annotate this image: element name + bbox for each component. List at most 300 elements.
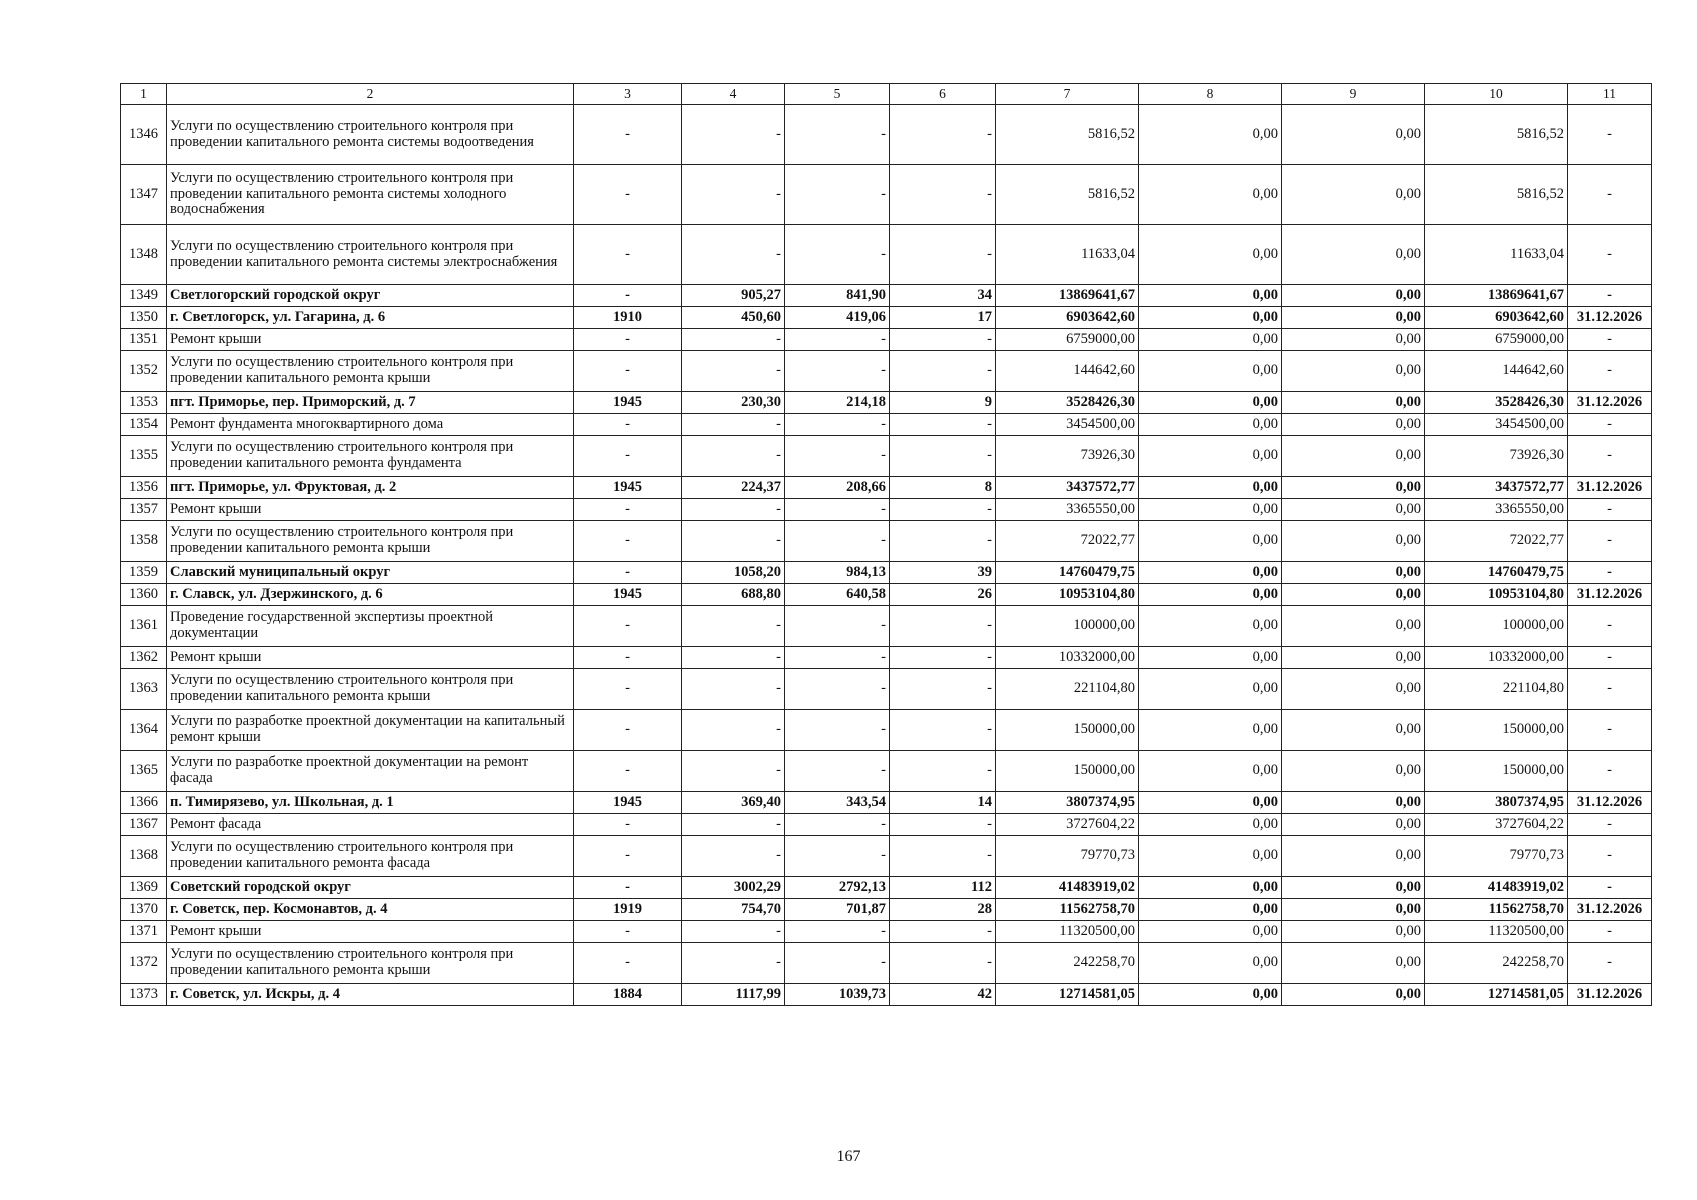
total-cost-cell: 13869641,67 <box>996 285 1139 307</box>
budget-amount-cell: 0,00 <box>1282 814 1425 836</box>
item-name-cell: Ремонт фундамента многоквартирного дома <box>167 414 574 436</box>
residents-count-cell: 26 <box>890 584 996 606</box>
fund-amount-cell: 0,00 <box>1139 562 1282 584</box>
row-number-cell: 1360 <box>121 584 167 606</box>
fund-amount-cell: 0,00 <box>1139 392 1282 414</box>
residents-count-cell: - <box>890 836 996 877</box>
fund-amount-cell: 0,00 <box>1139 105 1282 165</box>
fund-amount-cell: 0,00 <box>1139 710 1282 751</box>
build-year-cell: - <box>574 836 682 877</box>
total-cost-cell: 72022,77 <box>996 521 1139 562</box>
owners-amount-cell: 3437572,77 <box>1425 477 1568 499</box>
budget-amount-cell: 0,00 <box>1282 710 1425 751</box>
total-cost-cell: 5816,52 <box>996 165 1139 225</box>
budget-amount-cell: 0,00 <box>1282 499 1425 521</box>
row-number-cell: 1362 <box>121 647 167 669</box>
item-name-cell: Услуги по осуществлению строительного контроля при проведении капитального ремонта системы водоотведения <box>167 105 574 165</box>
item-name-cell: Услуги по осуществлению строительного контроля при проведении капитального ремонта крыши <box>167 521 574 562</box>
item-name-cell: г. Советск, ул. Искры, д. 4 <box>167 984 574 1006</box>
item-name-cell: Услуги по осуществлению строительного контроля при проведении капитального ремонта крыши <box>167 669 574 710</box>
fund-amount-cell: 0,00 <box>1139 647 1282 669</box>
residents-count-cell: - <box>890 225 996 285</box>
row-number-cell: 1373 <box>121 984 167 1006</box>
fund-amount-cell: 0,00 <box>1139 165 1282 225</box>
budget-amount-cell: 0,00 <box>1282 392 1425 414</box>
budget-amount-cell: 0,00 <box>1282 921 1425 943</box>
build-year-cell: - <box>574 329 682 351</box>
living-area-cell: - <box>785 351 890 392</box>
completion-date-cell: - <box>1568 285 1652 307</box>
row-number-cell: 1372 <box>121 943 167 984</box>
owners-amount-cell: 144642,60 <box>1425 351 1568 392</box>
table-row <box>121 710 1652 751</box>
row-number-cell: 1348 <box>121 225 167 285</box>
fund-amount-cell: 0,00 <box>1139 814 1282 836</box>
owners-amount-cell: 100000,00 <box>1425 606 1568 647</box>
item-name-cell: Ремонт крыши <box>167 329 574 351</box>
build-year-cell: - <box>574 921 682 943</box>
completion-date-cell: 31.12.2026 <box>1568 584 1652 606</box>
residents-count-cell: 14 <box>890 792 996 814</box>
living-area-cell: 2792,13 <box>785 877 890 899</box>
row-number-cell: 1347 <box>121 165 167 225</box>
total-area-cell: 230,30 <box>682 392 785 414</box>
column-number-5: 5 <box>785 84 890 105</box>
total-area-cell: - <box>682 436 785 477</box>
owners-amount-cell: 5816,52 <box>1425 165 1568 225</box>
fund-amount-cell: 0,00 <box>1139 521 1282 562</box>
row-number-cell: 1356 <box>121 477 167 499</box>
row-number-cell: 1358 <box>121 521 167 562</box>
fund-amount-cell: 0,00 <box>1139 877 1282 899</box>
owners-amount-cell: 11562758,70 <box>1425 899 1568 921</box>
fund-amount-cell: 0,00 <box>1139 329 1282 351</box>
residents-count-cell: - <box>890 414 996 436</box>
table-row <box>121 165 1652 225</box>
living-area-cell: - <box>785 751 890 792</box>
total-area-cell: 754,70 <box>682 899 785 921</box>
total-area-cell: - <box>682 921 785 943</box>
table-row <box>121 351 1652 392</box>
completion-date-cell: - <box>1568 877 1652 899</box>
owners-amount-cell: 12714581,05 <box>1425 984 1568 1006</box>
total-cost-cell: 79770,73 <box>996 836 1139 877</box>
living-area-cell: 701,87 <box>785 899 890 921</box>
fund-amount-cell: 0,00 <box>1139 606 1282 647</box>
total-area-cell: 1117,99 <box>682 984 785 1006</box>
owners-amount-cell: 72022,77 <box>1425 521 1568 562</box>
total-area-cell: 450,60 <box>682 307 785 329</box>
budget-amount-cell: 0,00 <box>1282 836 1425 877</box>
budget-amount-cell: 0,00 <box>1282 562 1425 584</box>
living-area-cell: - <box>785 814 890 836</box>
completion-date-cell: - <box>1568 436 1652 477</box>
item-name-cell: Славский муниципальный округ <box>167 562 574 584</box>
living-area-cell: - <box>785 105 890 165</box>
living-area-cell: - <box>785 836 890 877</box>
living-area-cell: 419,06 <box>785 307 890 329</box>
row-number-cell: 1370 <box>121 899 167 921</box>
living-area-cell: - <box>785 329 890 351</box>
build-year-cell: - <box>574 751 682 792</box>
fund-amount-cell: 0,00 <box>1139 477 1282 499</box>
column-number-9: 9 <box>1282 84 1425 105</box>
build-year-cell: - <box>574 943 682 984</box>
total-area-cell: - <box>682 943 785 984</box>
total-area-cell: - <box>682 647 785 669</box>
build-year-cell: - <box>574 669 682 710</box>
total-cost-cell: 100000,00 <box>996 606 1139 647</box>
owners-amount-cell: 10332000,00 <box>1425 647 1568 669</box>
budget-amount-cell: 0,00 <box>1282 165 1425 225</box>
residents-count-cell: 8 <box>890 477 996 499</box>
row-number-cell: 1351 <box>121 329 167 351</box>
item-name-cell: п. Тимирязево, ул. Школьная, д. 1 <box>167 792 574 814</box>
budget-amount-cell: 0,00 <box>1282 414 1425 436</box>
living-area-cell: - <box>785 521 890 562</box>
build-year-cell: 1945 <box>574 584 682 606</box>
total-cost-cell: 221104,80 <box>996 669 1139 710</box>
table-row <box>121 669 1652 710</box>
completion-date-cell: - <box>1568 710 1652 751</box>
budget-amount-cell: 0,00 <box>1282 351 1425 392</box>
row-number-cell: 1371 <box>121 921 167 943</box>
residents-count-cell: - <box>890 521 996 562</box>
table-row <box>121 899 1652 921</box>
owners-amount-cell: 14760479,75 <box>1425 562 1568 584</box>
item-name-cell: Услуги по осуществлению строительного контроля при проведении капитального ремонта фасада <box>167 836 574 877</box>
table-row <box>121 943 1652 984</box>
completion-date-cell: - <box>1568 921 1652 943</box>
table-row <box>121 225 1652 285</box>
budget-amount-cell: 0,00 <box>1282 436 1425 477</box>
total-cost-cell: 11320500,00 <box>996 921 1139 943</box>
build-year-cell: - <box>574 414 682 436</box>
fund-amount-cell: 0,00 <box>1139 921 1282 943</box>
table-row <box>121 499 1652 521</box>
row-number-cell: 1355 <box>121 436 167 477</box>
item-name-cell: Услуги по осуществлению строительного контроля при проведении капитального ремонта крыши <box>167 351 574 392</box>
total-cost-cell: 11562758,70 <box>996 899 1139 921</box>
owners-amount-cell: 6759000,00 <box>1425 329 1568 351</box>
row-number-cell: 1361 <box>121 606 167 647</box>
fund-amount-cell: 0,00 <box>1139 436 1282 477</box>
residents-count-cell: - <box>890 647 996 669</box>
column-number-10: 10 <box>1425 84 1568 105</box>
completion-date-cell: 31.12.2026 <box>1568 792 1652 814</box>
total-area-cell: - <box>682 499 785 521</box>
budget-amount-cell: 0,00 <box>1282 285 1425 307</box>
total-cost-cell: 3807374,95 <box>996 792 1139 814</box>
total-area-cell: - <box>682 105 785 165</box>
table-row <box>121 521 1652 562</box>
living-area-cell: - <box>785 669 890 710</box>
total-area-cell: 905,27 <box>682 285 785 307</box>
total-area-cell: - <box>682 165 785 225</box>
item-name-cell: Проведение государственной экспертизы проектной документации <box>167 606 574 647</box>
fund-amount-cell: 0,00 <box>1139 984 1282 1006</box>
total-cost-cell: 6903642,60 <box>996 307 1139 329</box>
living-area-cell: - <box>785 165 890 225</box>
row-number-cell: 1349 <box>121 285 167 307</box>
living-area-cell: 1039,73 <box>785 984 890 1006</box>
fund-amount-cell: 0,00 <box>1139 351 1282 392</box>
build-year-cell: 1945 <box>574 477 682 499</box>
budget-amount-cell: 0,00 <box>1282 105 1425 165</box>
item-name-cell: Советский городской округ <box>167 877 574 899</box>
budget-table <box>120 83 1652 1006</box>
budget-amount-cell: 0,00 <box>1282 477 1425 499</box>
column-number-1: 1 <box>121 84 167 105</box>
budget-amount-cell: 0,00 <box>1282 943 1425 984</box>
item-name-cell: г. Советск, пер. Космонавтов, д. 4 <box>167 899 574 921</box>
total-cost-cell: 41483919,02 <box>996 877 1139 899</box>
column-number-8: 8 <box>1139 84 1282 105</box>
total-area-cell: - <box>682 606 785 647</box>
owners-amount-cell: 150000,00 <box>1425 751 1568 792</box>
residents-count-cell: - <box>890 165 996 225</box>
budget-amount-cell: 0,00 <box>1282 307 1425 329</box>
completion-date-cell: - <box>1568 414 1652 436</box>
owners-amount-cell: 3365550,00 <box>1425 499 1568 521</box>
completion-date-cell: - <box>1568 351 1652 392</box>
total-area-cell: - <box>682 225 785 285</box>
owners-amount-cell: 5816,52 <box>1425 105 1568 165</box>
residents-count-cell: - <box>890 351 996 392</box>
owners-amount-cell: 150000,00 <box>1425 710 1568 751</box>
fund-amount-cell: 0,00 <box>1139 414 1282 436</box>
table-row <box>121 477 1652 499</box>
budget-amount-cell: 0,00 <box>1282 521 1425 562</box>
completion-date-cell: 31.12.2026 <box>1568 477 1652 499</box>
living-area-cell: - <box>785 943 890 984</box>
total-area-cell: - <box>682 414 785 436</box>
owners-amount-cell: 242258,70 <box>1425 943 1568 984</box>
table-row <box>121 584 1652 606</box>
table-row <box>121 877 1652 899</box>
build-year-cell: - <box>574 225 682 285</box>
budget-amount-cell: 0,00 <box>1282 792 1425 814</box>
living-area-cell: 343,54 <box>785 792 890 814</box>
completion-date-cell: 31.12.2026 <box>1568 899 1652 921</box>
fund-amount-cell: 0,00 <box>1139 285 1282 307</box>
residents-count-cell: - <box>890 710 996 751</box>
table-row <box>121 814 1652 836</box>
total-cost-cell: 242258,70 <box>996 943 1139 984</box>
residents-count-cell: - <box>890 606 996 647</box>
item-name-cell: Услуги по разработке проектной документации на капитальный ремонт крыши <box>167 710 574 751</box>
owners-amount-cell: 3528426,30 <box>1425 392 1568 414</box>
column-number-6: 6 <box>890 84 996 105</box>
total-cost-cell: 3528426,30 <box>996 392 1139 414</box>
item-name-cell: Услуги по осуществлению строительного контроля при проведении капитального ремонта системы холодного водоснабжения <box>167 165 574 225</box>
build-year-cell: - <box>574 285 682 307</box>
residents-count-cell: 28 <box>890 899 996 921</box>
budget-amount-cell: 0,00 <box>1282 606 1425 647</box>
total-area-cell: 688,80 <box>682 584 785 606</box>
total-cost-cell: 10332000,00 <box>996 647 1139 669</box>
page-number: 167 <box>836 1148 861 1165</box>
item-name-cell: г. Светлогорск, ул. Гагарина, д. 6 <box>167 307 574 329</box>
total-area-cell: - <box>682 836 785 877</box>
residents-count-cell: - <box>890 814 996 836</box>
row-number-cell: 1346 <box>121 105 167 165</box>
fund-amount-cell: 0,00 <box>1139 584 1282 606</box>
fund-amount-cell: 0,00 <box>1139 943 1282 984</box>
total-cost-cell: 12714581,05 <box>996 984 1139 1006</box>
item-name-cell: Услуги по осуществлению строительного контроля при проведении капитального ремонта крыши <box>167 943 574 984</box>
fund-amount-cell: 0,00 <box>1139 225 1282 285</box>
row-number-cell: 1363 <box>121 669 167 710</box>
owners-amount-cell: 3454500,00 <box>1425 414 1568 436</box>
column-number-header-row <box>121 84 1652 105</box>
build-year-cell: - <box>574 562 682 584</box>
living-area-cell: - <box>785 647 890 669</box>
column-number-2: 2 <box>167 84 574 105</box>
budget-amount-cell: 0,00 <box>1282 329 1425 351</box>
build-year-cell: 1945 <box>574 792 682 814</box>
residents-count-cell: - <box>890 329 996 351</box>
total-area-cell: - <box>682 669 785 710</box>
row-number-cell: 1367 <box>121 814 167 836</box>
row-number-cell: 1354 <box>121 414 167 436</box>
fund-amount-cell: 0,00 <box>1139 751 1282 792</box>
fund-amount-cell: 0,00 <box>1139 307 1282 329</box>
item-name-cell: пгт. Приморье, пер. Приморский, д. 7 <box>167 392 574 414</box>
residents-count-cell: - <box>890 105 996 165</box>
residents-count-cell: - <box>890 499 996 521</box>
item-name-cell: Услуги по разработке проектной документации на ремонт фасада <box>167 751 574 792</box>
build-year-cell: - <box>574 165 682 225</box>
row-number-cell: 1359 <box>121 562 167 584</box>
residents-count-cell: 34 <box>890 285 996 307</box>
completion-date-cell: - <box>1568 669 1652 710</box>
build-year-cell: - <box>574 814 682 836</box>
residents-count-cell: 42 <box>890 984 996 1006</box>
row-number-cell: 1364 <box>121 710 167 751</box>
item-name-cell: Ремонт крыши <box>167 921 574 943</box>
living-area-cell: 984,13 <box>785 562 890 584</box>
living-area-cell: 214,18 <box>785 392 890 414</box>
living-area-cell: - <box>785 606 890 647</box>
residents-count-cell: 17 <box>890 307 996 329</box>
living-area-cell: - <box>785 225 890 285</box>
row-number-cell: 1368 <box>121 836 167 877</box>
owners-amount-cell: 3727604,22 <box>1425 814 1568 836</box>
table-row <box>121 392 1652 414</box>
total-area-cell: - <box>682 351 785 392</box>
owners-amount-cell: 6903642,60 <box>1425 307 1568 329</box>
owners-amount-cell: 3807374,95 <box>1425 792 1568 814</box>
living-area-cell: - <box>785 499 890 521</box>
completion-date-cell: - <box>1568 606 1652 647</box>
total-area-cell: - <box>682 329 785 351</box>
row-number-cell: 1366 <box>121 792 167 814</box>
table-row <box>121 329 1652 351</box>
residents-count-cell: - <box>890 669 996 710</box>
row-number-cell: 1353 <box>121 392 167 414</box>
build-year-cell: - <box>574 521 682 562</box>
row-number-cell: 1352 <box>121 351 167 392</box>
build-year-cell: - <box>574 647 682 669</box>
total-area-cell: 1058,20 <box>682 562 785 584</box>
column-number-7: 7 <box>996 84 1139 105</box>
item-name-cell: Услуги по осуществлению строительного контроля при проведении капитального ремонта фундамента <box>167 436 574 477</box>
completion-date-cell: - <box>1568 751 1652 792</box>
owners-amount-cell: 79770,73 <box>1425 836 1568 877</box>
residents-count-cell: - <box>890 921 996 943</box>
total-cost-cell: 10953104,80 <box>996 584 1139 606</box>
item-name-cell: Ремонт крыши <box>167 499 574 521</box>
build-year-cell: - <box>574 710 682 751</box>
owners-amount-cell: 73926,30 <box>1425 436 1568 477</box>
total-area-cell: 3002,29 <box>682 877 785 899</box>
column-number-4: 4 <box>682 84 785 105</box>
residents-count-cell: - <box>890 943 996 984</box>
item-name-cell: г. Славск, ул. Дзержинского, д. 6 <box>167 584 574 606</box>
living-area-cell: - <box>785 436 890 477</box>
completion-date-cell: - <box>1568 943 1652 984</box>
fund-amount-cell: 0,00 <box>1139 669 1282 710</box>
owners-amount-cell: 13869641,67 <box>1425 285 1568 307</box>
completion-date-cell: - <box>1568 836 1652 877</box>
total-cost-cell: 150000,00 <box>996 710 1139 751</box>
table-row <box>121 562 1652 584</box>
table-row <box>121 751 1652 792</box>
table-row <box>121 921 1652 943</box>
total-cost-cell: 3437572,77 <box>996 477 1139 499</box>
completion-date-cell: 31.12.2026 <box>1568 307 1652 329</box>
item-name-cell: Светлогорский городской округ <box>167 285 574 307</box>
owners-amount-cell: 221104,80 <box>1425 669 1568 710</box>
build-year-cell: - <box>574 351 682 392</box>
total-cost-cell: 3454500,00 <box>996 414 1139 436</box>
total-cost-cell: 11633,04 <box>996 225 1139 285</box>
completion-date-cell: - <box>1568 814 1652 836</box>
table-row <box>121 285 1652 307</box>
build-year-cell: 1910 <box>574 307 682 329</box>
total-cost-cell: 3365550,00 <box>996 499 1139 521</box>
table-row <box>121 606 1652 647</box>
item-name-cell: пгт. Приморье, ул. Фруктовая, д. 2 <box>167 477 574 499</box>
table-row <box>121 792 1652 814</box>
build-year-cell: - <box>574 436 682 477</box>
living-area-cell: - <box>785 921 890 943</box>
owners-amount-cell: 11633,04 <box>1425 225 1568 285</box>
living-area-cell: 640,58 <box>785 584 890 606</box>
total-cost-cell: 73926,30 <box>996 436 1139 477</box>
residents-count-cell: 39 <box>890 562 996 584</box>
completion-date-cell: - <box>1568 105 1652 165</box>
total-area-cell: - <box>682 710 785 751</box>
total-cost-cell: 144642,60 <box>996 351 1139 392</box>
row-number-cell: 1357 <box>121 499 167 521</box>
item-name-cell: Услуги по осуществлению строительного контроля при проведении капитального ремонта системы электроснабжения <box>167 225 574 285</box>
table-row <box>121 436 1652 477</box>
budget-amount-cell: 0,00 <box>1282 225 1425 285</box>
completion-date-cell: 31.12.2026 <box>1568 392 1652 414</box>
living-area-cell: - <box>785 710 890 751</box>
table-row <box>121 105 1652 165</box>
column-number-3: 3 <box>574 84 682 105</box>
owners-amount-cell: 41483919,02 <box>1425 877 1568 899</box>
owners-amount-cell: 11320500,00 <box>1425 921 1568 943</box>
budget-amount-cell: 0,00 <box>1282 751 1425 792</box>
item-name-cell: Ремонт крыши <box>167 647 574 669</box>
budget-amount-cell: 0,00 <box>1282 899 1425 921</box>
fund-amount-cell: 0,00 <box>1139 899 1282 921</box>
completion-date-cell: - <box>1568 562 1652 584</box>
